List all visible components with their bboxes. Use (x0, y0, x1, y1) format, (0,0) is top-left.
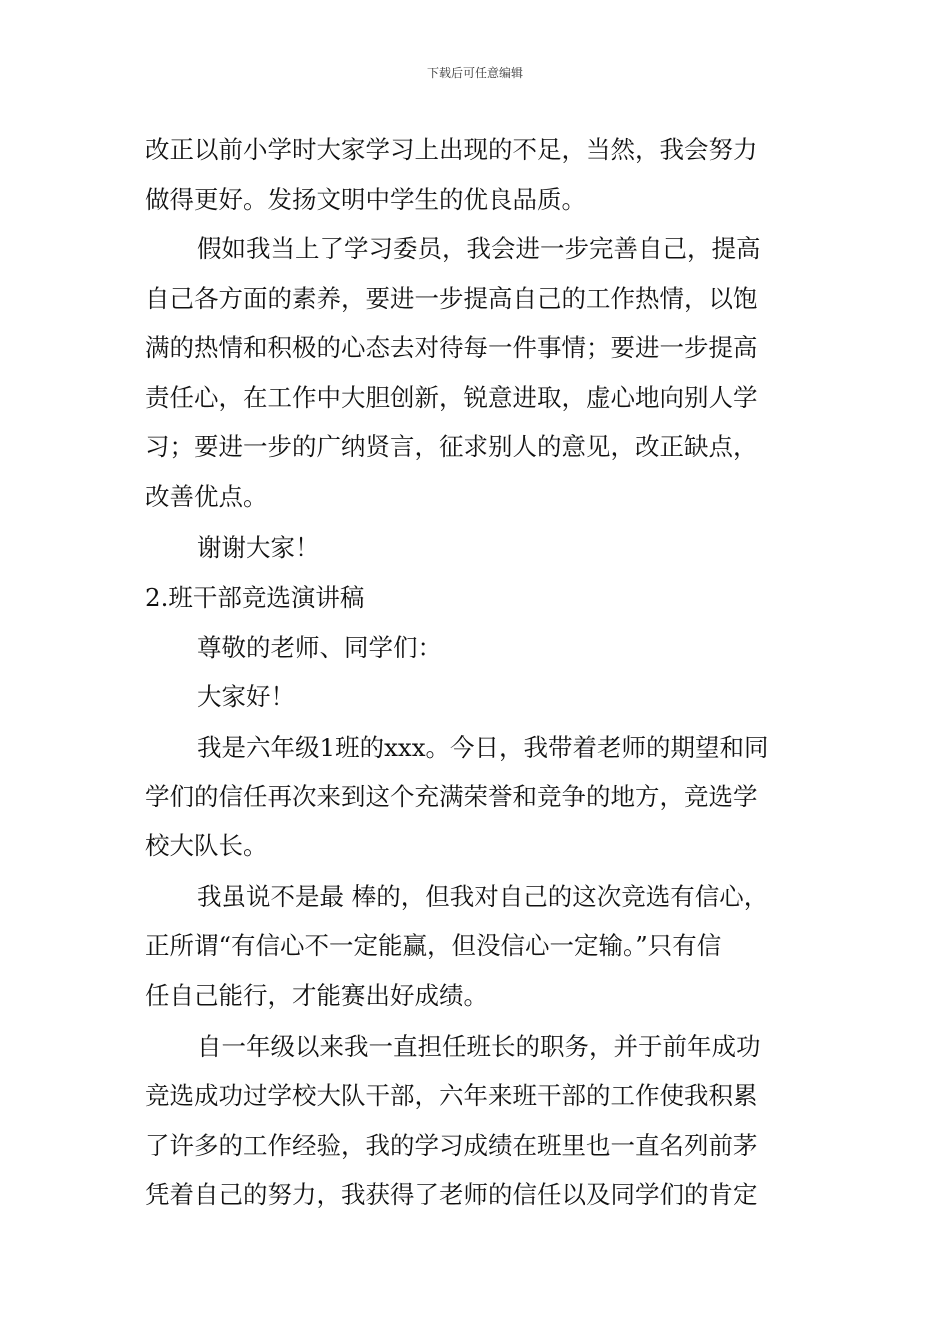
text-line: 正所谓“有信心不一定能赢，但没信心一定输。”只有信 (145, 931, 722, 960)
text-line: 凭着自己的努力，我获得了老师的信任以及同学们的肯定 (145, 1180, 758, 1209)
page-header: 下载后可任意编辑 (426, 66, 523, 80)
text-line: 学们的信任再次来到这个充满荣誉和竞争的地方，竞选学 (145, 782, 758, 811)
text-line: 满的热情和积极的心态去对待每一件事情；要进一步提高 (145, 333, 758, 362)
text-line: 校大队长。 (145, 831, 268, 860)
text-line: 尊敬的老师、同学们： (197, 633, 442, 662)
text-line: 做得更好。发扬文明中学生的优良品质。 (145, 185, 586, 214)
text-line: 谢谢大家！ (197, 533, 320, 562)
text-line: 我是六年级1班的xxx。今日，我带着老师的期望和同 (197, 733, 769, 762)
text-line: 改善优点。 (145, 482, 268, 511)
text-line: 我虽说不是最 棒的，但我对自己的这次竞选有信心， (197, 882, 769, 911)
text-line: 假如我当上了学习委员，我会进一步完善自己，提高 (197, 234, 761, 263)
text-line: 竞选成功过学校大队干部，六年来班干部的工作使我积累 (145, 1081, 758, 1110)
text-line: 大家好！ (197, 682, 295, 711)
text-line: 自一年级以来我一直担任班长的职务，并于前年成功 (197, 1032, 761, 1061)
text-line: 责任心，在工作中大胆创新，锐意进取，虚心地向别人学 (145, 383, 758, 412)
text-line: 任自己能行，才能赛出好成绩。 (145, 981, 488, 1010)
text-line: 自己各方面的素养，要进一步提高自己的工作热情，以饱 (145, 284, 758, 313)
text-line: 了许多的工作经验，我的学习成绩在班里也一直名列前茅 (145, 1131, 758, 1160)
section-heading: 2.班干部竞选演讲稿 (145, 583, 365, 612)
text-line: 改正以前小学时大家学习上出现的不足，当然，我会努力 (145, 135, 758, 164)
text-line: 习；要进一步的广纳贤言，征求别人的意见，改正缺点， (145, 432, 758, 461)
